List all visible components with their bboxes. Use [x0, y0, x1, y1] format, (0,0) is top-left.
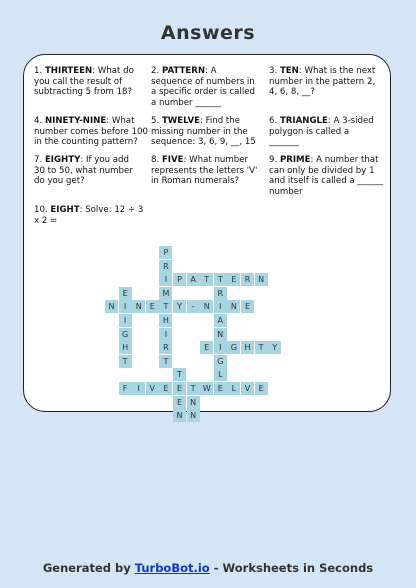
crossword-cell: T — [159, 355, 172, 368]
crossword-cell: T — [200, 273, 213, 286]
crossword-cell: T — [255, 341, 268, 354]
crossword-cell: Y — [173, 300, 186, 313]
clue-7: 7. EIGHTY: If you add 30 to 50, what number do you get? — [34, 155, 133, 187]
clue-6: 6. TRIANGLE: A 3-sided polygon is called a _______ — [269, 116, 374, 148]
crossword-cell: V — [146, 382, 159, 395]
crossword-cell: N — [255, 273, 268, 286]
crossword-cell: L — [214, 368, 227, 381]
crossword-cell: L — [227, 382, 240, 395]
crossword-cell: G — [119, 328, 132, 341]
crossword-cell: E — [119, 287, 132, 300]
answers-card — [23, 54, 391, 421]
crossword-cell: I — [214, 341, 227, 354]
crossword-cell: E — [173, 396, 186, 409]
crossword-cell: A — [214, 314, 227, 327]
crossword-cell: N — [200, 300, 213, 313]
crossword-cell: Y — [268, 341, 281, 354]
clue-5: 5. TWELVE: Find the missing number in the sequence: 3, 6, 9, __, 15 — [151, 116, 256, 148]
crossword-cell: W — [200, 382, 213, 395]
turbobot-link[interactable]: TurboBot.io — [134, 561, 210, 575]
crossword-cell: E — [255, 382, 268, 395]
crossword-cell: I — [119, 314, 132, 327]
clue-4: 4. NINETY-NINE: What number comes before 100 in the counting pattern? — [34, 116, 148, 148]
crossword-cell: R — [159, 341, 172, 354]
crossword-cell: N — [187, 409, 200, 422]
footer-prefix: Generated by — [42, 561, 135, 575]
footer — [0, 561, 416, 575]
crossword-cell: N — [227, 300, 240, 313]
crossword-cell: N — [173, 409, 186, 422]
crossword-cell: T — [173, 368, 186, 381]
crossword-cell: I — [159, 273, 172, 286]
crossword-cell: E — [214, 382, 227, 395]
crossword-cell: P — [173, 273, 186, 286]
crossword-cell: T — [214, 273, 227, 286]
crossword-cell: H — [241, 341, 254, 354]
crossword-cell: H — [159, 314, 172, 327]
crossword-cell: V — [241, 382, 254, 395]
clue-3: 3. TEN: What is the next number in the pattern 2, 4, 6, 8, __? — [269, 66, 376, 98]
crossword-cell: I — [159, 328, 172, 341]
crossword-cell: R — [159, 260, 172, 273]
crossword-cell: G — [214, 355, 227, 368]
crossword-cell: G — [227, 341, 240, 354]
clue-8: 8. FIVE: What number represents the letters 'V' in Roman numerals? — [151, 155, 258, 187]
clue-2: 2. PATTERN: A sequence of numbers in a specific order is called a number ______ — [151, 66, 255, 108]
crossword-cell: T — [119, 355, 132, 368]
crossword-cell: I — [214, 300, 227, 313]
crossword-cell: E — [159, 382, 172, 395]
crossword-cell: T — [159, 300, 172, 313]
crossword-cell: N — [214, 328, 227, 341]
crossword-cell: H — [119, 341, 132, 354]
crossword-cell: E — [241, 300, 254, 313]
crossword-cell: N — [105, 300, 118, 313]
crossword-cell: A — [187, 273, 200, 286]
crossword-cell: - — [187, 300, 200, 313]
clue-1: 1. THIRTEEN: What do you call the result of subtracting 5 from 18? — [34, 66, 134, 98]
crossword-cell: N — [132, 300, 145, 313]
clue-9: 9. PRIME: A number that can only be divided by 1 and itself is called a ______ number — [269, 155, 384, 197]
crossword-cell: I — [132, 382, 145, 395]
crossword-cell: E — [146, 300, 159, 313]
crossword-cell: M — [159, 287, 172, 300]
crossword-cell: E — [173, 382, 186, 395]
clue-10: 10. EIGHT: Solve: 12 ÷ 3 x 2 = — [34, 205, 144, 226]
footer-suffix: - Worksheets in Seconds — [209, 561, 374, 575]
page-title: Answers — [160, 22, 256, 44]
crossword-cell: R — [241, 273, 254, 286]
crossword-cell: T — [187, 382, 200, 395]
crossword-cell: I — [119, 300, 132, 313]
crossword-cell: F — [119, 382, 132, 395]
crossword-cell: E — [200, 341, 213, 354]
crossword-cell: N — [187, 396, 200, 409]
crossword-cell: E — [227, 273, 240, 286]
crossword-cell: R — [214, 287, 227, 300]
crossword-cell: P — [159, 246, 172, 259]
